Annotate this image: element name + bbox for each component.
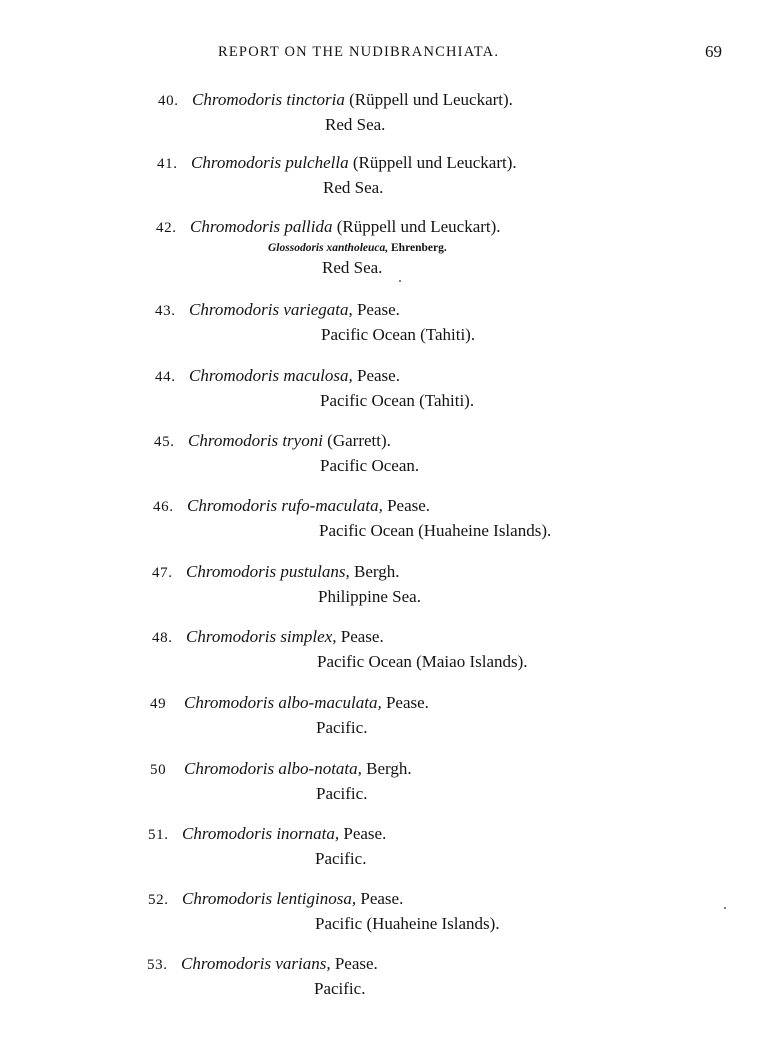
entry-number: 42. bbox=[156, 220, 177, 236]
locality: Pacific Ocean (Tahiti). bbox=[321, 325, 476, 344]
page-number: 69 bbox=[705, 42, 722, 61]
species-authority: Pease. bbox=[336, 627, 384, 646]
species-authority: Bergh. bbox=[361, 759, 412, 778]
locality: Pacific. bbox=[314, 979, 366, 998]
species-authority: Pease. bbox=[382, 496, 431, 515]
entry-number: 49 bbox=[150, 696, 167, 712]
genus-name: Chromodoris bbox=[184, 759, 275, 778]
species-entry-52 bbox=[0, 887, 776, 935]
entry-number: 45. bbox=[154, 434, 175, 450]
print-speck bbox=[399, 280, 401, 282]
species-entry-45 bbox=[0, 429, 776, 477]
entry-number: 53. bbox=[147, 957, 168, 973]
genus-name: Chromodoris bbox=[192, 90, 283, 109]
species-name: maculosa, bbox=[283, 366, 353, 385]
species-name: pallida bbox=[284, 217, 333, 236]
species-name: tinctoria bbox=[286, 90, 345, 109]
species-authority: (Garrett). bbox=[322, 431, 391, 450]
entry-number: 52. bbox=[148, 892, 169, 908]
species-name: albo-maculata, bbox=[278, 693, 382, 712]
genus-name: Chromodoris bbox=[184, 693, 275, 712]
species-entry-53 bbox=[0, 952, 776, 1000]
species-entry-43 bbox=[0, 298, 776, 346]
entry-number: 40. bbox=[158, 93, 179, 109]
species-entry-41 bbox=[0, 151, 776, 199]
species-entry-40 bbox=[0, 88, 776, 136]
species-authority: (Rüppell und Leuckart). bbox=[344, 90, 513, 109]
locality: Pacific Ocean (Tahiti). bbox=[320, 391, 475, 410]
species-entry-51 bbox=[0, 822, 776, 870]
species-authority: (Rüppell und Leuckart). bbox=[332, 217, 501, 236]
genus-name: Chromodoris bbox=[182, 824, 273, 843]
synonym-line bbox=[0, 240, 776, 256]
entry-number: 44. bbox=[155, 369, 176, 385]
synonym-name: Glossodoris xantholeuca, bbox=[268, 242, 389, 254]
genus-name: Chromodoris bbox=[189, 300, 280, 319]
genus-name: Chromodoris bbox=[186, 562, 277, 581]
genus-name: Chromodoris bbox=[188, 431, 279, 450]
locality: Pacific Ocean. bbox=[320, 456, 420, 475]
species-name: inornata, bbox=[276, 824, 340, 843]
print-speck bbox=[724, 907, 726, 909]
species-name: pulchella bbox=[285, 153, 349, 172]
species-authority: Pease. bbox=[330, 954, 378, 973]
entry-number: 47. bbox=[152, 565, 173, 581]
species-name: albo-notata, bbox=[278, 759, 362, 778]
species-entry-49 bbox=[0, 691, 776, 739]
running-head bbox=[0, 44, 776, 68]
genus-name: Chromodoris bbox=[189, 366, 280, 385]
species-authority: Pease. bbox=[352, 300, 400, 319]
species-name: lentiginosa, bbox=[276, 889, 357, 908]
entry-number: 51. bbox=[148, 827, 169, 843]
genus-name: Chromodoris bbox=[187, 496, 278, 515]
species-authority: (Rüppell und Leuckart). bbox=[348, 153, 517, 172]
locality: Red Sea. bbox=[323, 178, 384, 197]
locality: Pacific Ocean (Huaheine Islands). bbox=[319, 521, 552, 540]
species-authority: Pease. bbox=[356, 889, 404, 908]
entry-number: 43. bbox=[155, 303, 176, 319]
entry-number: 48. bbox=[152, 630, 173, 646]
species-entry-47 bbox=[0, 560, 776, 608]
locality: Pacific. bbox=[315, 849, 367, 868]
species-entry-46 bbox=[0, 494, 776, 542]
species-authority: Pease. bbox=[352, 366, 400, 385]
species-entry-48 bbox=[0, 625, 776, 673]
species-entry-44 bbox=[0, 364, 776, 412]
locality: Pacific Ocean (Maiao Islands). bbox=[317, 652, 528, 671]
species-name: pustulans, bbox=[280, 562, 350, 581]
species-name: tryoni bbox=[282, 431, 323, 450]
locality: Pacific (Huaheine Islands). bbox=[315, 914, 500, 933]
entry-number: 46. bbox=[153, 499, 174, 515]
species-name: variegata, bbox=[283, 300, 353, 319]
species-entry-42 bbox=[0, 215, 776, 279]
species-entry-50 bbox=[0, 757, 776, 805]
locality: Red Sea. bbox=[322, 258, 383, 277]
genus-name: Chromodoris bbox=[186, 627, 277, 646]
genus-name: Chromodoris bbox=[190, 217, 281, 236]
locality: Red Sea. bbox=[325, 115, 386, 134]
synonym-authority: Ehrenberg. bbox=[388, 242, 447, 254]
genus-name: Chromodoris bbox=[182, 889, 273, 908]
species-authority: Pease. bbox=[339, 824, 387, 843]
species-authority: Pease. bbox=[381, 693, 429, 712]
species-name: rufo-maculata, bbox=[281, 496, 383, 515]
entry-number: 41. bbox=[157, 156, 178, 172]
running-title: REPORT ON THE NUDIBRANCHIATA. bbox=[218, 44, 500, 60]
locality: Philippine Sea. bbox=[318, 587, 421, 606]
genus-name: Chromodoris bbox=[181, 954, 272, 973]
species-authority: Bergh. bbox=[349, 562, 400, 581]
genus-name: Chromodoris bbox=[191, 153, 282, 172]
locality: Pacific. bbox=[316, 784, 368, 803]
locality: Pacific. bbox=[316, 718, 368, 737]
entry-number: 50 bbox=[150, 762, 167, 778]
species-name: simplex, bbox=[280, 627, 337, 646]
species-name: varians, bbox=[275, 954, 331, 973]
